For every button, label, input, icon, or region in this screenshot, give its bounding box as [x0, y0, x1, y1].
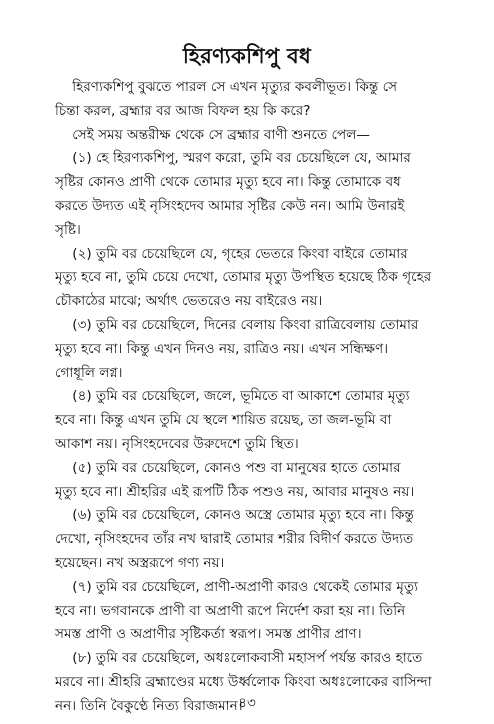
text-line: সেই সময় অন্তরীক্ষ থেকে সে ব্রহ্মার বাণী শুনতে পেল— [55, 126, 370, 143]
text-line: (৪) তুমি বর চেয়েছিলে, জলে, ভূমিতে বা আকাশে তোমার মৃত্যু [55, 388, 410, 405]
text-line: হিরণ্যকশিপু বুঝতে পারল সে এখন মৃত্যুর কবলীভূত। কিন্তু সে [55, 79, 398, 95]
text-line: (৭) তুমি বর চেয়েছিলে, প্রাণী-অপ্রাণী কারও থেকেই তোমার মৃত্যু [55, 578, 419, 595]
chapter-title: হিরণ্যকশিপু বধ [182, 44, 312, 68]
text-line: মৃত্যু হবে না। কিন্তু এখন দিনও নয়, রাত্রিও নয়। এখন সন্ধিক্ষণ। [55, 340, 389, 357]
text-line: (৫) তুমি বর চেয়েছিলে, কোনও পশু বা মানুষের হাতে তোমার [55, 459, 401, 476]
text-line: মরবে না। শ্রীহরি ব্রহ্মাণ্ডের মধ্যে উর্ধ্বলোক কিংবা অধঃলোকের বাসিন্দা [55, 673, 432, 690]
text-line: চৌকাঠের মাঝে; অর্থাৎ ভেতরেও নয় বাইরেও নয়। [55, 293, 323, 310]
text-line: (৬) তুমি বর চেয়েছিলে, কোনও অস্ত্রে তোমার মৃত্যু হবে না। কিন্তু [55, 507, 414, 524]
text-line: নন। তিনি বৈকুণ্ঠে নিত্য বিরাজমান। [55, 697, 243, 714]
text-line: হবে না। ভগবানকে প্রাণী বা অপ্রাণী রূপে নির্দেশ করা হয় না। তিনি [55, 602, 406, 619]
text-line: হয়েছেন। নখ অস্ত্ররূপে গণ্য নয়। [55, 554, 225, 571]
page-body-text [55, 76, 487, 719]
text-line: মৃত্যু হবে না। শ্রীহরির এই রূপটি ঠিক পশুও নয়, আবার মানুষও নয়। [55, 483, 415, 500]
page-number: ৪৩ [238, 695, 256, 711]
text-line: (৩) তুমি বর চেয়েছিলে, দিনের বেলায় কিংবা রাত্রিবেলায় তোমার [55, 316, 419, 333]
text-line: সৃষ্টির কোনও প্রাণী থেকে তোমার মৃত্যু হবে না। কিন্তু তোমাকে বধ [55, 174, 401, 191]
text-line: হবে না। কিন্তু এখন তুমি যে স্থলে শায়িত রয়েছ, তা জল-ভূমি বা [55, 412, 392, 429]
text-line: চিন্তা করল, ব্রহ্মার বর আজ বিফল হয় কি করে? [55, 102, 311, 119]
text-line: (৮) তুমি বর চেয়েছিলে, অধঃলোকবাসী মহাসর্প পর্যন্ত কারও হাতে [55, 650, 423, 667]
text-line: আকাশ নয়। নৃসিংহদেবের উরুদেশে তুমি স্থিত। [55, 435, 299, 452]
text-line: (২) তুমি বর চেয়েছিলে যে, গৃহের ভেতরে কিংবা বাইরে তোমার [55, 245, 408, 262]
text-line: সৃষ্টি। [55, 221, 81, 238]
text-line: দেখো, নৃসিংহদেব তাঁর নখ দ্বারাই তোমার শরীর বিদীর্ণ করতে উদ্যত [55, 531, 414, 548]
text-line: সমস্ত প্রাণী ও অপ্রাণীর সৃষ্টিকর্তা স্বরূপ। সমস্ত প্রাণীর প্রাণ। [55, 626, 362, 643]
text-line: (১) হে হিরণ্যকশিপু, স্মরণ করো, তুমি বর চেয়েছিলে যে, আমার [55, 150, 411, 167]
text-line: করতে উদ্যত এই নৃসিংহদেব আমার সৃষ্টির কেউ নন। আমি উনারই [55, 197, 405, 214]
text-line: গোধূলি লগ্ন। [55, 364, 123, 381]
text-line: মৃত্যু হবে না, তুমি চেয়ে দেখো, তোমার মৃত্যু উপস্থিত হয়েছে ঠিক গৃহের [55, 269, 432, 286]
